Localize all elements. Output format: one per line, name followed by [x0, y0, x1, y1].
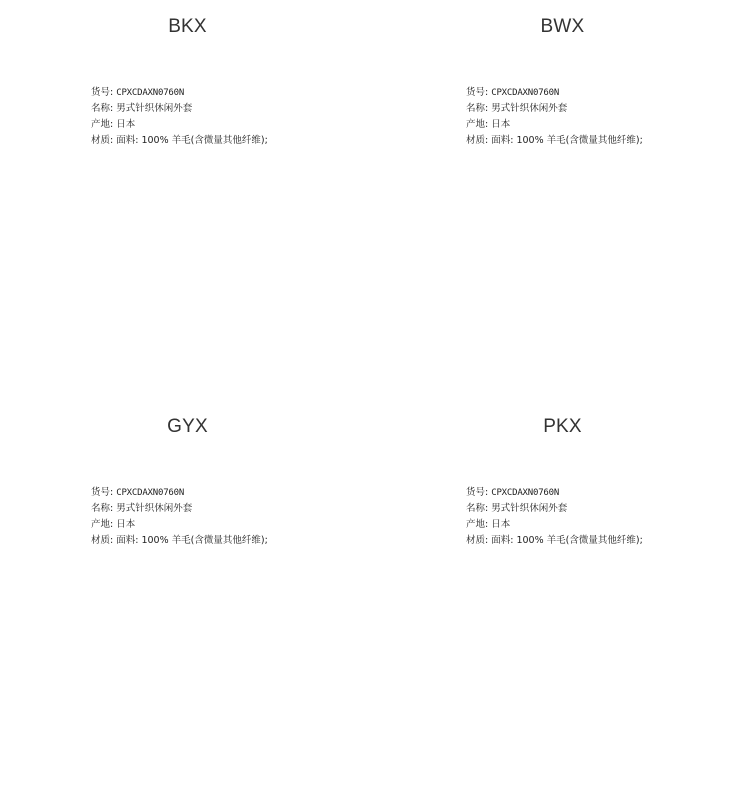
item-number-key: 货号 [91, 87, 111, 98]
separator: : [110, 87, 117, 98]
separator: : [110, 119, 117, 130]
material-line [91, 533, 268, 549]
spec-block [91, 485, 268, 549]
item-number-value: CPXCDAXN0760N [116, 88, 185, 98]
material-value: 面料: 100% 羊毛(含微量其他纤维); [491, 535, 643, 546]
origin-value: 日本 [491, 519, 511, 530]
product-name-key: 名称 [91, 503, 111, 514]
origin-line [91, 117, 268, 133]
separator: : [485, 119, 492, 130]
separator: : [110, 487, 117, 498]
item-number-line [466, 485, 643, 501]
material-key: 材质 [466, 535, 486, 546]
separator: : [485, 487, 492, 498]
color-code: GYX [167, 416, 208, 437]
origin-value: 日本 [116, 119, 136, 130]
material-value: 面料: 100% 羊毛(含微量其他纤维); [491, 135, 643, 146]
product-name-value: 男式针织休闲外套 [116, 103, 193, 114]
origin-line [466, 517, 643, 533]
separator: : [485, 519, 492, 530]
separator: : [485, 103, 492, 114]
origin-key: 产地 [91, 119, 111, 130]
product-name-key: 名称 [91, 103, 111, 114]
label-card-bwx [375, 0, 750, 400]
item-number-key: 货号 [91, 487, 111, 498]
separator: : [485, 503, 492, 514]
product-name-line [466, 501, 643, 517]
separator: : [485, 87, 492, 98]
product-name-line [91, 501, 268, 517]
origin-key: 产地 [466, 119, 486, 130]
material-line [466, 133, 643, 149]
product-name-value: 男式针织休闲外套 [116, 503, 193, 514]
color-code: BKX [168, 16, 207, 37]
spec-block [91, 85, 268, 149]
item-number-value: CPXCDAXN0760N [116, 488, 185, 498]
separator: : [110, 519, 117, 530]
material-value: 面料: 100% 羊毛(含微量其他纤维); [116, 535, 268, 546]
separator: : [485, 535, 492, 546]
item-number-line [466, 85, 643, 101]
product-name-key: 名称 [466, 103, 486, 114]
separator: : [110, 535, 117, 546]
separator: : [110, 135, 117, 146]
spec-block [466, 85, 643, 149]
product-name-line [466, 101, 643, 117]
item-number-key: 货号 [466, 87, 486, 98]
product-name-value: 男式针织休闲外套 [491, 103, 568, 114]
material-key: 材质 [466, 135, 486, 146]
origin-line [91, 517, 268, 533]
material-key: 材质 [91, 535, 111, 546]
origin-value: 日本 [116, 519, 136, 530]
material-key: 材质 [91, 135, 111, 146]
separator: : [110, 103, 117, 114]
item-number-line [91, 85, 268, 101]
spec-block [466, 485, 643, 549]
item-number-value: CPXCDAXN0760N [491, 88, 560, 98]
origin-key: 产地 [91, 519, 111, 530]
material-line [91, 133, 268, 149]
label-card-gyx [0, 400, 375, 800]
origin-line [466, 117, 643, 133]
material-line [466, 533, 643, 549]
product-name-line [91, 101, 268, 117]
item-number-line [91, 485, 268, 501]
separator: : [110, 503, 117, 514]
material-value: 面料: 100% 羊毛(含微量其他纤维); [116, 135, 268, 146]
origin-key: 产地 [466, 519, 486, 530]
color-code: PKX [543, 416, 582, 437]
product-name-key: 名称 [466, 503, 486, 514]
label-card-bkx [0, 0, 375, 400]
color-code: BWX [540, 16, 585, 37]
origin-value: 日本 [491, 119, 511, 130]
product-name-value: 男式针织休闲外套 [491, 503, 568, 514]
label-card-pkx [375, 400, 750, 800]
separator: : [485, 135, 492, 146]
item-number-value: CPXCDAXN0760N [491, 488, 560, 498]
item-number-key: 货号 [466, 487, 486, 498]
